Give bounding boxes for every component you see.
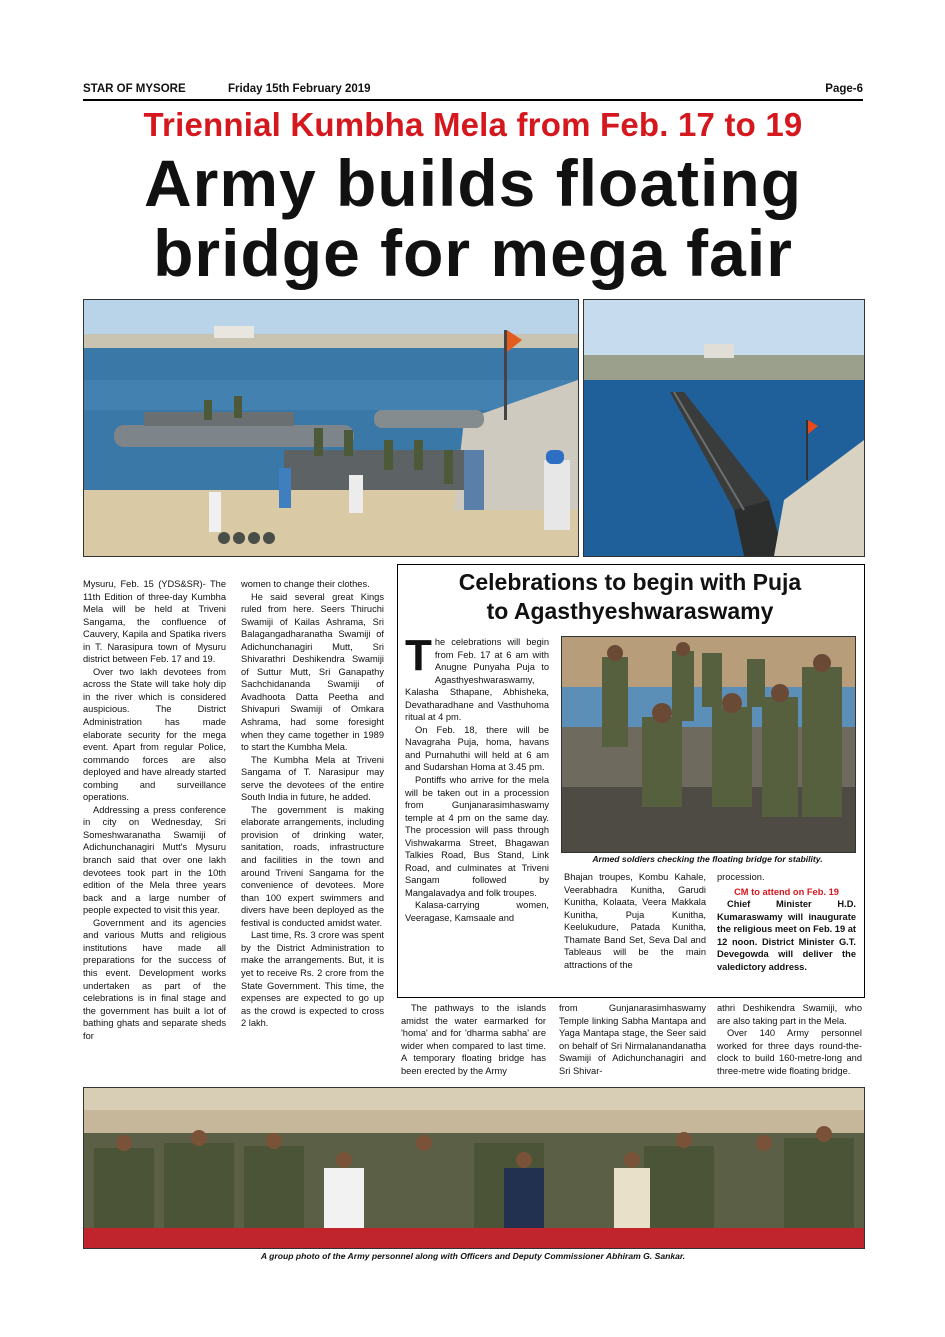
paragraph: Last time, Rs. 3 crore was spent by the District Administration to make the arrangements. But, it is yet to receive Rs. 2 crore from the State Government. This time, the expenses are expected to go up as the crowd is expected to cross 2 lakh. <box>241 930 384 1029</box>
page-number: Page-6 <box>825 83 863 95</box>
photo-floating-bridge <box>583 299 865 557</box>
paragraph: Over two lakh devotees from across the State will take holy dip in the river which is considered auspicious. The District Administration has made elaborate security for the mega event. Apart from regular Police, commando forces are also deployed and have already started combing and surveillance operations. <box>83 666 226 803</box>
headline-line-1: Army builds floating <box>143 146 803 220</box>
article-column-5 <box>717 1002 862 1077</box>
paragraph: Pontiffs who arrive for the mela will be taken out in a procession from Gunjanarasimhaswamy temple at 4 pm on the same day. The procession will pass through Vishwakarma Street, Bhagawan Talkies Road, Bus Stand, Link Road, and culminates at Triveni Sangam followed by Mangalavadya and folk troupes. <box>405 775 549 898</box>
paragraph: Addressing a press conference in city on Wednesday, Sri Someshwaranatha Swamiji of Adichunchanagiri Mutt's Mysuru branch said that over one lakh devotees took part in the 10th edition of the Mela three years back and a large number of people expected to visit this year. <box>83 804 226 916</box>
sidebar-column-right <box>717 871 856 973</box>
paragraph: On Feb. 18, there will be Navagraha Puja, homa, havans and Purnahuthi will held at 6 am and Sudarshan Homa at 3.45 pm. <box>405 724 549 773</box>
sidebar-subheading: CM to attend on Feb. 19 <box>734 886 839 897</box>
photo-soldiers-pontoon <box>83 299 579 557</box>
paragraph: athri Deshikendra Swamiji, who are also taking part in the Mela. <box>717 1003 862 1026</box>
paragraph: he celebrations will begin from Feb. 17 at 6 am with Anugne Punyaha Puja to Agasthyeshwaraswamy, Kalasha Sthapane, Abhisheka, Devatharadhane and Vasthuhoma ritual at 4 pm. <box>405 637 549 723</box>
paper-name: STAR OF MYSORE <box>83 83 186 95</box>
article-column-4 <box>559 1002 706 1077</box>
paragraph: Kalasa-carrying women, Veeragase, Kamsaale and <box>405 900 549 924</box>
paragraph: He said several great Kings ruled from here. Seers Thiruchi Swamiji of Kailas Ashrama, Sri Balagangadharanatha Swamiji of Adichunchanagiri Mutt, Sri Shivarathri Deshikendra Swamiji of Suttur Mutt, Sri Ganapathy Sachchidananda Swamiji of Avadhoota Datta Peetha and Shivapuri Swamiji of Omkara Ashrama, had some foresight when they came together in 1989 to start the Kumbha Mela. <box>241 591 384 753</box>
article-column-1 <box>83 578 226 1042</box>
paragraph: The Kumbha Mela at Triveni Sangama of T. Narasipur may serve the devotees of the entire South India in future, he added. <box>241 754 384 803</box>
paragraph: Over 140 Army personnel worked for three days round-the-clock to build 160-metre-long and three-metre wide floating bridge. <box>717 1028 862 1076</box>
paragraph: The pathways to the islands amidst the water earmarked for 'homa' and for 'dharma sabha' are wider when compared to last time. A temporary floating bridge has been erected by the Army <box>401 1003 546 1076</box>
sidebar-photo-caption: Armed soldiers checking the floating bridge for stability. <box>592 854 823 864</box>
bottom-photo-caption: A group photo of the Army personnel along with Officers and Deputy Commissioner Abhiram G. Sankar. <box>260 1251 686 1261</box>
sidebar-title-line-2: to Agasthyeshwaraswamy <box>486 598 774 624</box>
sidebar-column-middle <box>564 871 706 971</box>
sidebar-column-left <box>405 631 549 925</box>
paragraph: Mysuru, Feb. 15 (YDS&SR)- The 11th Edition of three-day Kumbha Mela will be held at Triveni Sangama, the confluence of Cauvery, Kapila and Spatika rivers in T. Narasipura town of Mysuru district between Feb. 17 and 19. <box>83 579 226 665</box>
main-headline <box>83 148 863 288</box>
paragraph: Government and its agencies and various Mutts and religious institutions have made all preparations for the success of this event. Development works undertaken as part of the celebrations is in final stage and the government has built a lot of bathing ghats and separate sheds for <box>83 917 226 1041</box>
drop-cap: T <box>405 631 432 680</box>
photo-soldiers-checking-bridge <box>561 636 856 853</box>
kicker-headline: Triennial Kumbha Mela from Feb. 17 to 19 <box>143 106 803 143</box>
paragraph: women to change their clothes. <box>241 579 370 589</box>
paragraph-bold: Chief Minister H.D. Kumaraswamy will inaugurate the religious meet on Feb. 19 at 12 noon. District Minister G.T. Devegowda will deliver the valedictory address. <box>717 899 856 972</box>
photo-army-group <box>83 1087 865 1249</box>
sidebar-title-line-1: Celebrations to begin with Puja <box>458 569 802 595</box>
paragraph: Bhajan troupes, Kombu Kahale, Veerabhadra Kunitha, Garudi Kunitha, Kolaata, Veera Makkala Kunitha, Puja Kunitha, Keelukudure, Patada Kunitha, Thamate Band Set, Seva Dal and Tableaus will be the main attractions of the <box>564 872 706 970</box>
paragraph: procession. <box>717 872 765 882</box>
article-column-2 <box>241 578 384 1030</box>
paragraph: from Gunjanarasimhaswamy Temple linking Sabha Mantapa and Yaga Mantapa stage, the Seer said on behalf of Sri Nirmalanandanatha Swamiji of Adichunchanagiri and Sri Shivar- <box>559 1003 706 1076</box>
sidebar-title <box>401 568 859 626</box>
headline-line-2: bridge for mega fair <box>153 216 793 290</box>
masthead <box>83 83 863 101</box>
article-column-3 <box>401 1002 546 1077</box>
issue-date: Friday 15th February 2019 <box>228 83 371 95</box>
paragraph: The government is making elaborate arrangements, including provision of drinking water, sanitation, roads, infrastructure and facilities in the town and around Triveni Sangama for the convenience of devotees. More than 100 expert swimmers and divers have been deployed as the festival is conducted amidst water. <box>241 804 384 928</box>
